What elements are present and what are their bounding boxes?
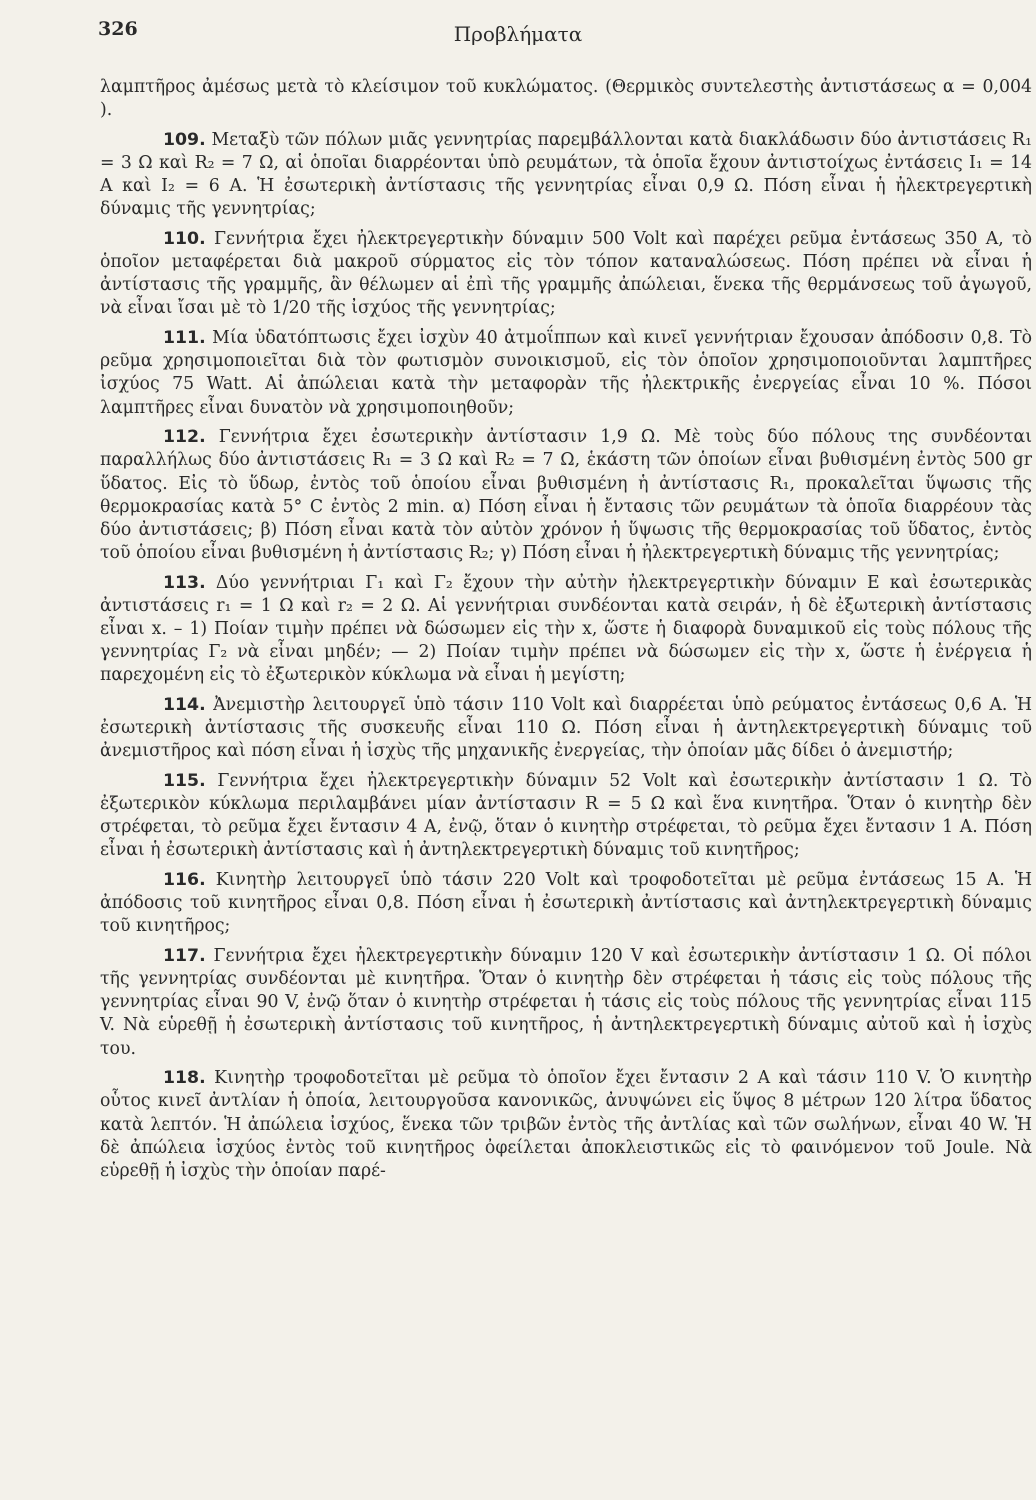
problem-number: 117. — [163, 945, 206, 966]
problem-number: 118. — [163, 1068, 206, 1089]
running-head: Προβλήματα — [453, 22, 583, 46]
problem-text: Γεννήτρια ἔχει ἠλεκτρεγερτικὴν δύναμιν 120 V καὶ ἐσωτερικὴν ἀντίστασιν 1 Ω. Οἱ πόλοι τῆς γεννητρίας συνδέονται μὲ κινητῆρα. Ὅταν ὁ κινητὴρ δὲν στρέφεται ἡ τάσις εἰς τοὺς πόλους τῆς γεννητρίας εἶναι 90 V, ἐνῷ ὅταν ὁ κινητὴρ στρέφεται ἡ τάσις εἰς τοὺς πόλους τῆς γεννητρίας εἶναι 115 V. Νὰ εὑρεθῇ ἡ ἐσωτερικὴ ἀντίστασις τοῦ κινητῆρος, ἡ ἀντηλεκτρεγερτικὴ δύναμις αὐτοῦ καὶ ἡ ἰσχὺς του. — [100, 945, 1033, 1059]
problem-number: 115. — [163, 770, 206, 791]
problem-text: Μία ὑδατόπτωσις ἔχει ἰσχὺν 40 ἀτμοΐππων καὶ κινεῖ γεννήτριαν ἔχουσαν ἀπόδοσιν 0,8. Τὸ ρεῦμα χρησιμοποιεῖται διὰ τὸν φωτισμὸν συνοικισμοῦ, εἰς τὸν ὁποῖον χρησιμοποιοῦνται λαμπτῆρες ἰσχύος 75 Watt. Αἱ ἀπώλειαι κατὰ τὴν μεταφορὰν τῆς ἠλεκτρικῆς ἐνεργείας εἶναι 10 %. Πόσοι λαμπτῆρες εἶναι δυνατὸν νὰ χρησιμοποιηθοῦν; — [100, 328, 1033, 418]
problem-113 — [100, 572, 1032, 688]
problem-116 — [100, 869, 1032, 938]
problem-text: Ἀνεμιστὴρ λειτουργεῖ ὑπὸ τάσιν 110 Volt καὶ διαρρέεται ὑπὸ ρεύματος ἐντάσεως 0,6 A. Ἡ ἐσωτερικὴ ἀντίστασις τῆς συσκευῆς εἶναι 110 Ω. Πόση εἶναι ἡ ἀντηλεκτρεγερτικὴ δύναμις τοῦ ἀνεμιστῆρος καὶ πόση εἶναι ἡ ἰσχὺς τῆς μηχανικῆς ἐνεργείας, τὴν ὁποίαν μᾶς δίδει ὁ ἀνεμιστήρ; — [100, 694, 1032, 762]
problem-118 — [100, 1067, 1032, 1183]
problem-109 — [100, 129, 1032, 222]
problems-text — [100, 76, 1032, 1190]
problem-number: 109. — [163, 129, 206, 150]
problem-text: Δύο γεννήτριαι Γ₁ καὶ Γ₂ ἔχουν τὴν αὐτὴν ἠλεκτρεγερτικὴν δύναμιν E καὶ ἐσωτερικὰς ἀντιστάσεις r₁ = 1 Ω καὶ r₂ = 2 Ω. Αἱ γεννήτριαι συνδέονται κατὰ σειράν, ἡ δὲ ἐξωτερικὴ ἀντίστασις εἶναι x. – 1) Ποίαν τιμὴν πρέπει νὰ δώσωμεν εἰς τὴν x, ὥστε ἡ διαφορὰ δυναμικοῦ εἰς τοὺς πόλους τῆς γεννητρίας Γ₂ νὰ εἶναι μηδέν; — 2) Ποίαν τιμὴν πρέπει νὰ δώσωμεν εἰς τὴν x, ὥστε ἡ ἐνέργεια ἡ παρεχομένη εἰς τὸ ἐξωτερικὸν κύκλωμα νὰ εἶναι ἡ μεγίστη; — [100, 572, 1032, 686]
problem-115 — [100, 770, 1032, 863]
problem-number: 111. — [163, 328, 206, 349]
problem-text: Μεταξὺ τῶν πόλων μιᾶς γεννητρίας παρεμβάλλονται κατὰ διακλάδωσιν δύο ἀντιστάσεις R₁ = 3 Ω καὶ R₂ = 7 Ω, αἱ ὁποῖαι διαρρέονται ὑπὸ ρευμάτων, τὰ ὁποῖα ἔχουν ἀντιστοίχως ἐντάσεις I₁ = 14 A καὶ I₂ = 6 A. Ἡ ἐσωτερικὴ ἀντίστασις τῆς γεννητρίας εἶναι 0,9 Ω. Πόση εἶναι ἡ ἠλεκτρεγερτικὴ δύναμις τῆς γεννητρίας; — [100, 129, 1032, 220]
problem-111 — [100, 327, 1032, 420]
problem-114 — [100, 694, 1032, 763]
problem-text: Κινητὴρ τροφοδοτεῖται μὲ ρεῦμα τὸ ὁποῖον ἔχει ἔντασιν 2 A καὶ τάσιν 110 V. Ὁ κινητὴρ οὗτος κινεῖ ἀντλίαν ἡ ὁποία, λειτουργοῦσα κανονικῶς, ἀνυψώνει εἰς ὕψος 8 μέτρων 120 λίτρα ὕδατος κατὰ λεπτόν. Ἡ ἀπώλεια ἰσχύος, ἕνεκα τῶν τριβῶν ἐντὸς τῆς ἀντλίας καὶ τῶν σωλήνων, εἶναι 40 W. Ἡ δὲ ἀπώλεια ἰσχύος ἐντὸς τοῦ κινητῆρος ὀφείλεται ἀποκλειστικῶς εἰς τὸ φαινόμενον τοῦ Joule. Νὰ εὑρεθῇ ἡ ἰσχὺς τὴν ὁποίαν παρέ- — [100, 1068, 1032, 1181]
problem-112 — [100, 426, 1032, 565]
problem-number: 113. — [163, 572, 206, 593]
problem-number: 112. — [163, 427, 206, 448]
problem-text: Γεννήτρια ἔχει ἠλεκτρεγερτικὴν δύναμιν 500 Volt καὶ παρέχει ρεῦμα ἐντάσεως 350 A, τὸ ὁποῖον μεταφέρεται διὰ μακροῦ σύρματος εἰς τὸν τόπον καταναλώσεως. Πόση πρέπει νὰ εἶναι ἡ ἀντίστασις τῆς γραμμῆς, ἂν θέλωμεν αἱ ἐπὶ τῆς γραμμῆς ἀπώλειαι, ἕνεκα τῆς θερμάνσεως τοῦ ἀγωγοῦ, νὰ εἶναι ἴσαι μὲ τὸ 1/20 τῆς ἰσχύος τῆς γεννητρίας; — [100, 228, 1032, 319]
problem-text: Κινητὴρ λειτουργεῖ ὑπὸ τάσιν 220 Volt καὶ τροφοδοτεῖται μὲ ρεῦμα ἐντάσεως 15 A. Ἡ ἀπόδοσις τοῦ κινητῆρος εἶναι 0,8. Πόση εἶναι ἡ ἐσωτερικὴ ἀντίστασις καὶ ἀντηλεκτρεγερτικὴ δύναμις τοῦ κινητῆρος; — [100, 870, 1032, 937]
page-number: 326 — [98, 18, 138, 40]
problem-text: Γεννήτρια ἔχει ἐσωτερικὴν ἀντίστασιν 1,9 Ω. Μὲ τοὺς δύο πόλους της συνδέονται παραλλήλως δύο ἀντιστάσεις R₁ = 3 Ω καὶ R₂ = 7 Ω, ἑκάστη τῶν ὁποίων εἶναι βυθισμένη ἐντὸς 500 gr ὕδατος. Εἰς τὸ ὕδωρ, ἐντὸς τοῦ ὁποίου εἶναι βυθισμένη ἡ ἀντίστασις R₁, προκαλεῖται ὕψωσις τῆς θερμοκρασίας κατὰ 5° C ἐντὸς 2 min. α) Πόση εἶναι ἡ ἔντασις τῶν ρευμάτων τὰ ὁποῖα διαρρέουν τὰς δύο ἀντιστάσεις; β) Πόση εἶναι κατὰ τὸν αὐτὸν χρόνον ἡ ὕψωσις τῆς θερμοκρασίας τοῦ ὕδατος, ἐντὸς τοῦ ὁποίου εἶναι βυθισμένη ἡ ἀντίστασις R₂; γ) Πόση εἶναι ἡ ἠλεκτρεγερτικὴ δύναμις τῆς γεννητρίας; — [100, 427, 1032, 563]
problem-110 — [100, 228, 1032, 321]
problem-number: 110. — [163, 228, 206, 249]
paragraph-text: λαμπτῆρος ἀμέσως μετὰ τὸ κλείσιμον τοῦ κυκλώματος. (Θερμικὸς συντελεστὴς ἀντιστάσεως α = 0,004 ). — [100, 77, 1032, 121]
problem-number: 116. — [163, 870, 206, 890]
problem-number: 114. — [163, 694, 206, 715]
paragraph-continued — [100, 76, 1032, 122]
problem-117 — [100, 945, 1032, 1061]
problem-text: Γεννήτρια ἔχει ἠλεκτρεγερτικὴν δύναμιν 52 Volt καὶ ἐσωτερικὴν ἀντίστασιν 1 Ω. Τὸ ἐξωτερικὸν κύκλωμα περιλαμβάνει μίαν ἀντίστασιν R = 5 Ω καὶ ἕνα κινητῆρα. Ὅταν ὁ κινητὴρ δὲν στρέφεται, τὸ ρεῦμα ἔχει ἔντασιν 4 A, ἐνῷ, ὅταν ὁ κινητὴρ στρέφεται, τὸ ρεῦμα ἔχει ἔντασιν 1 A. Πόση εἶναι ἡ ἐσωτερικὴ ἀντίστασις καὶ ἡ ἀντηλεκτρεγερτικὴ δύναμις τοῦ κινητῆρος; — [100, 770, 1032, 861]
